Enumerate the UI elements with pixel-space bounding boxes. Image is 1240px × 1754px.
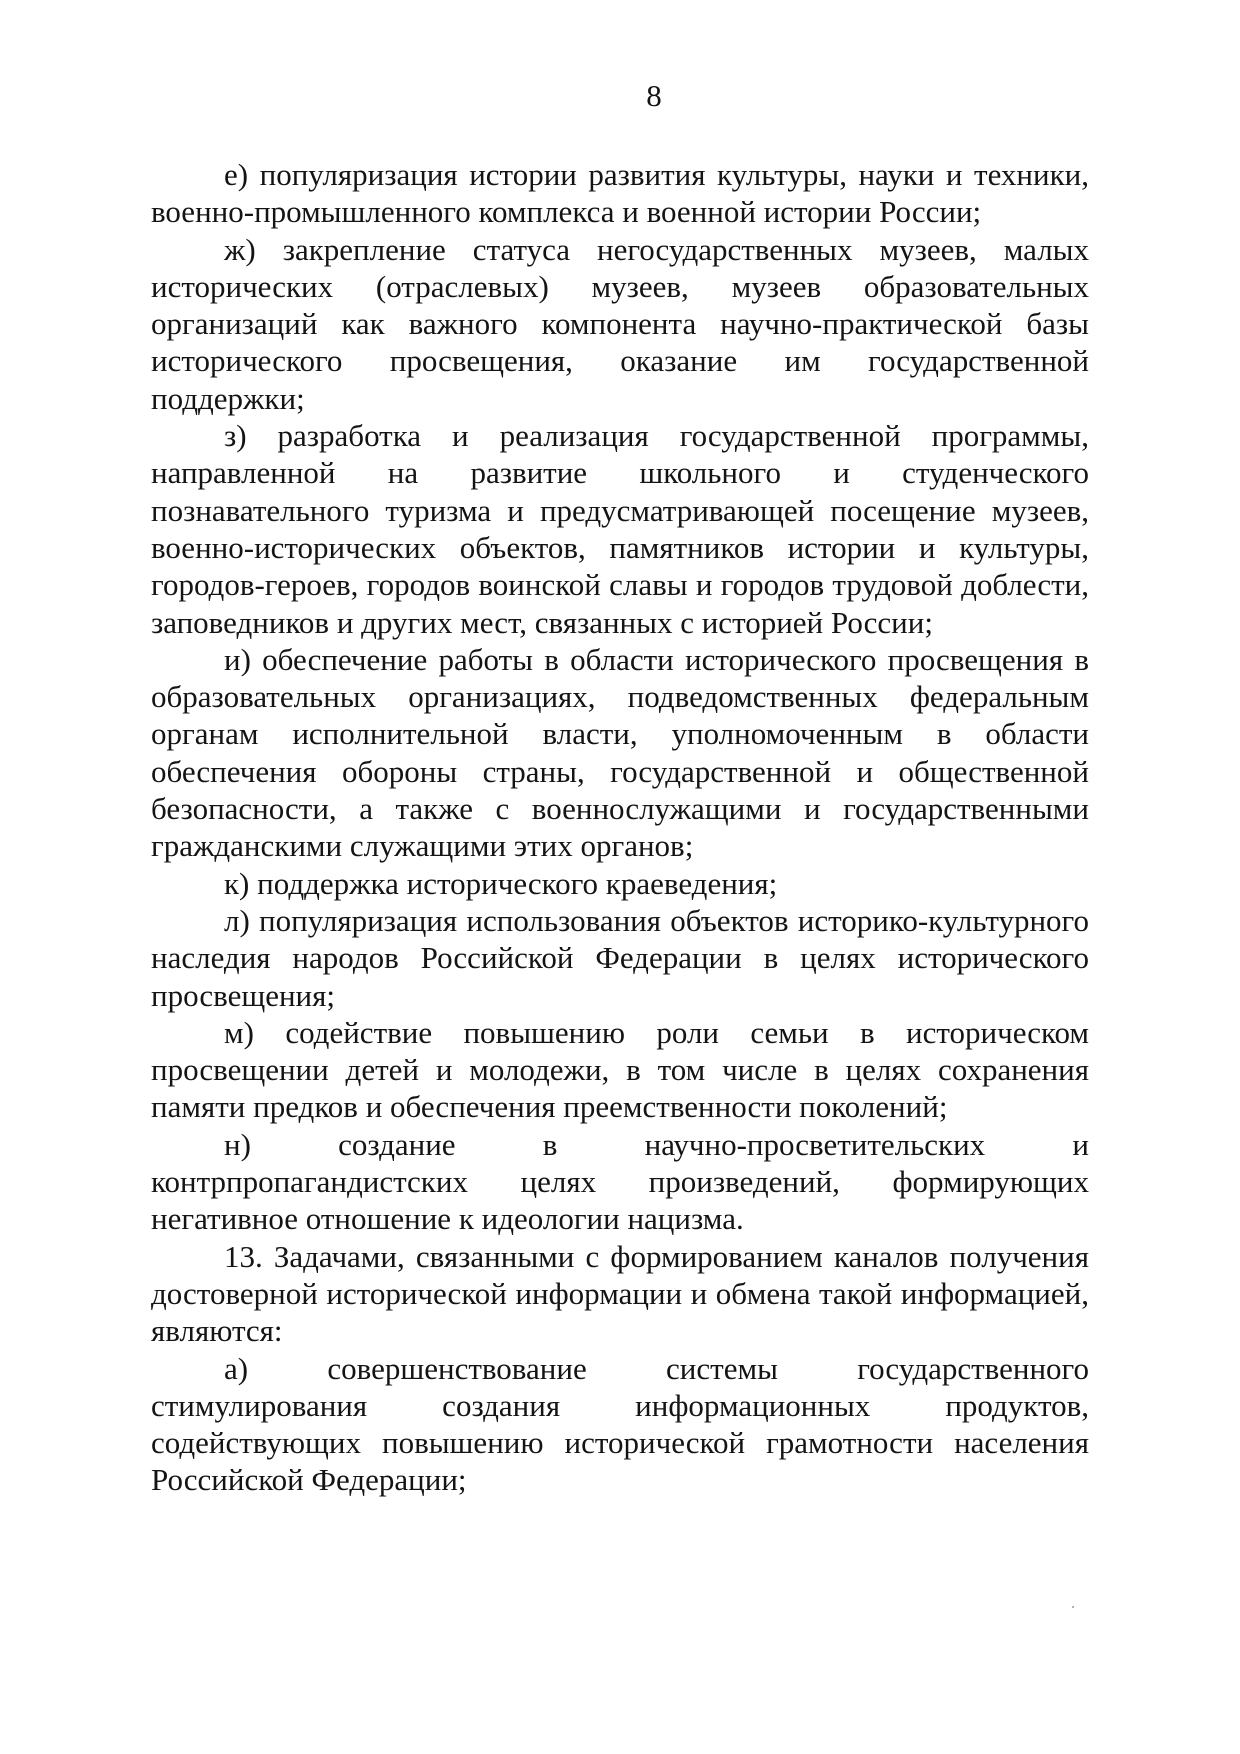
list-item-a: а) совершенствование системы государственного стимулирования создания информационных продуктов, содействующих повышению исторической грамотности населения Российской Федерации; — [151, 1350, 1089, 1498]
document-body — [151, 156, 1089, 1499]
scan-speck — [1072, 1606, 1074, 1608]
list-item-e: е) популяризация истории развития культуры, науки и техники, военно-промышленного комплекса и военной истории России; — [151, 157, 1089, 230]
list-item-n: н) создание в научно-просветительских и контрпропагандистских целях произведений, формирующих негативное отношение к идеологии нацизма. — [151, 1126, 1089, 1237]
list-item-i: и) обеспечение работы в области исторического просвещения в образовательных организациях, подведомственных федеральным органам исполнительной власти, уполномоченным в области обеспечения обороны страны, государственной и общественной безопасности, а также с военнослужащими и государственными гражданскими служащими этих органов; — [151, 641, 1089, 864]
section-13-intro: 13. Задачами, связанными с формированием каналов получения достоверной исторической информации и обмена такой информацией, являются: — [151, 1238, 1089, 1349]
list-item-m: м) содействие повышению роли семьи в историческом просвещении детей и молодежи, в том числе в целях сохранения памяти предков и обеспечения преемственности поколений; — [151, 1014, 1089, 1125]
list-item-l: л) популяризация использования объектов историко-культурного наследия народов Российской Федерации в целях исторического просвещения; — [151, 902, 1089, 1013]
list-item-z: з) разработка и реализация государственной программы, направленной на развитие школьного и студенческого познавательного туризма и предусматривающей посещение музеев, военно-исторических объектов, памятников истории и культуры, городов-героев, городов воинской славы и городов трудовой доблести, заповедников и других мест, связанных с историей России; — [151, 418, 1089, 640]
list-item-k: к) поддержка исторического краеведения; — [224, 865, 778, 901]
list-item-zh: ж) закрепление статуса негосударственных музеев, малых исторических (отраслевых) музеев, музеев образовательных организаций как важного компонента научно-практической базы исторического просвещения, оказание им государственной поддержки; — [151, 231, 1089, 416]
page-number: 8 — [646, 78, 662, 113]
